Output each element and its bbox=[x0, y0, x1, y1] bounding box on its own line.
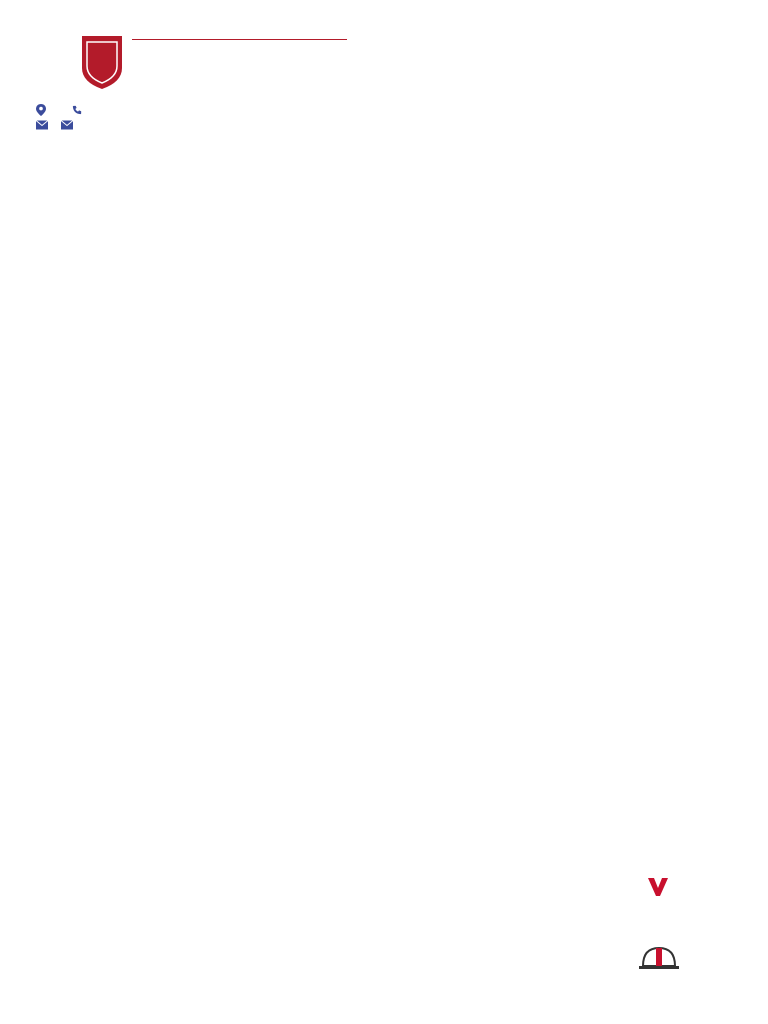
shield-icon bbox=[80, 34, 124, 90]
location-pin-icon bbox=[36, 104, 46, 116]
observatory-dome-icon bbox=[637, 942, 681, 972]
decorative-triangles-bottom bbox=[0, 794, 768, 1024]
motto-divider bbox=[132, 39, 347, 40]
mail-icon bbox=[36, 120, 48, 130]
observatorio-block bbox=[598, 942, 720, 975]
ucasal-logo bbox=[604, 876, 714, 897]
mail-icon bbox=[61, 120, 73, 130]
institute-logo bbox=[80, 34, 347, 90]
phone-icon bbox=[71, 105, 83, 115]
contact-address-row bbox=[36, 104, 88, 116]
decorative-triangles-top bbox=[348, 0, 768, 200]
contact-email-row bbox=[36, 120, 78, 130]
ucasal-v-icon bbox=[648, 878, 668, 896]
